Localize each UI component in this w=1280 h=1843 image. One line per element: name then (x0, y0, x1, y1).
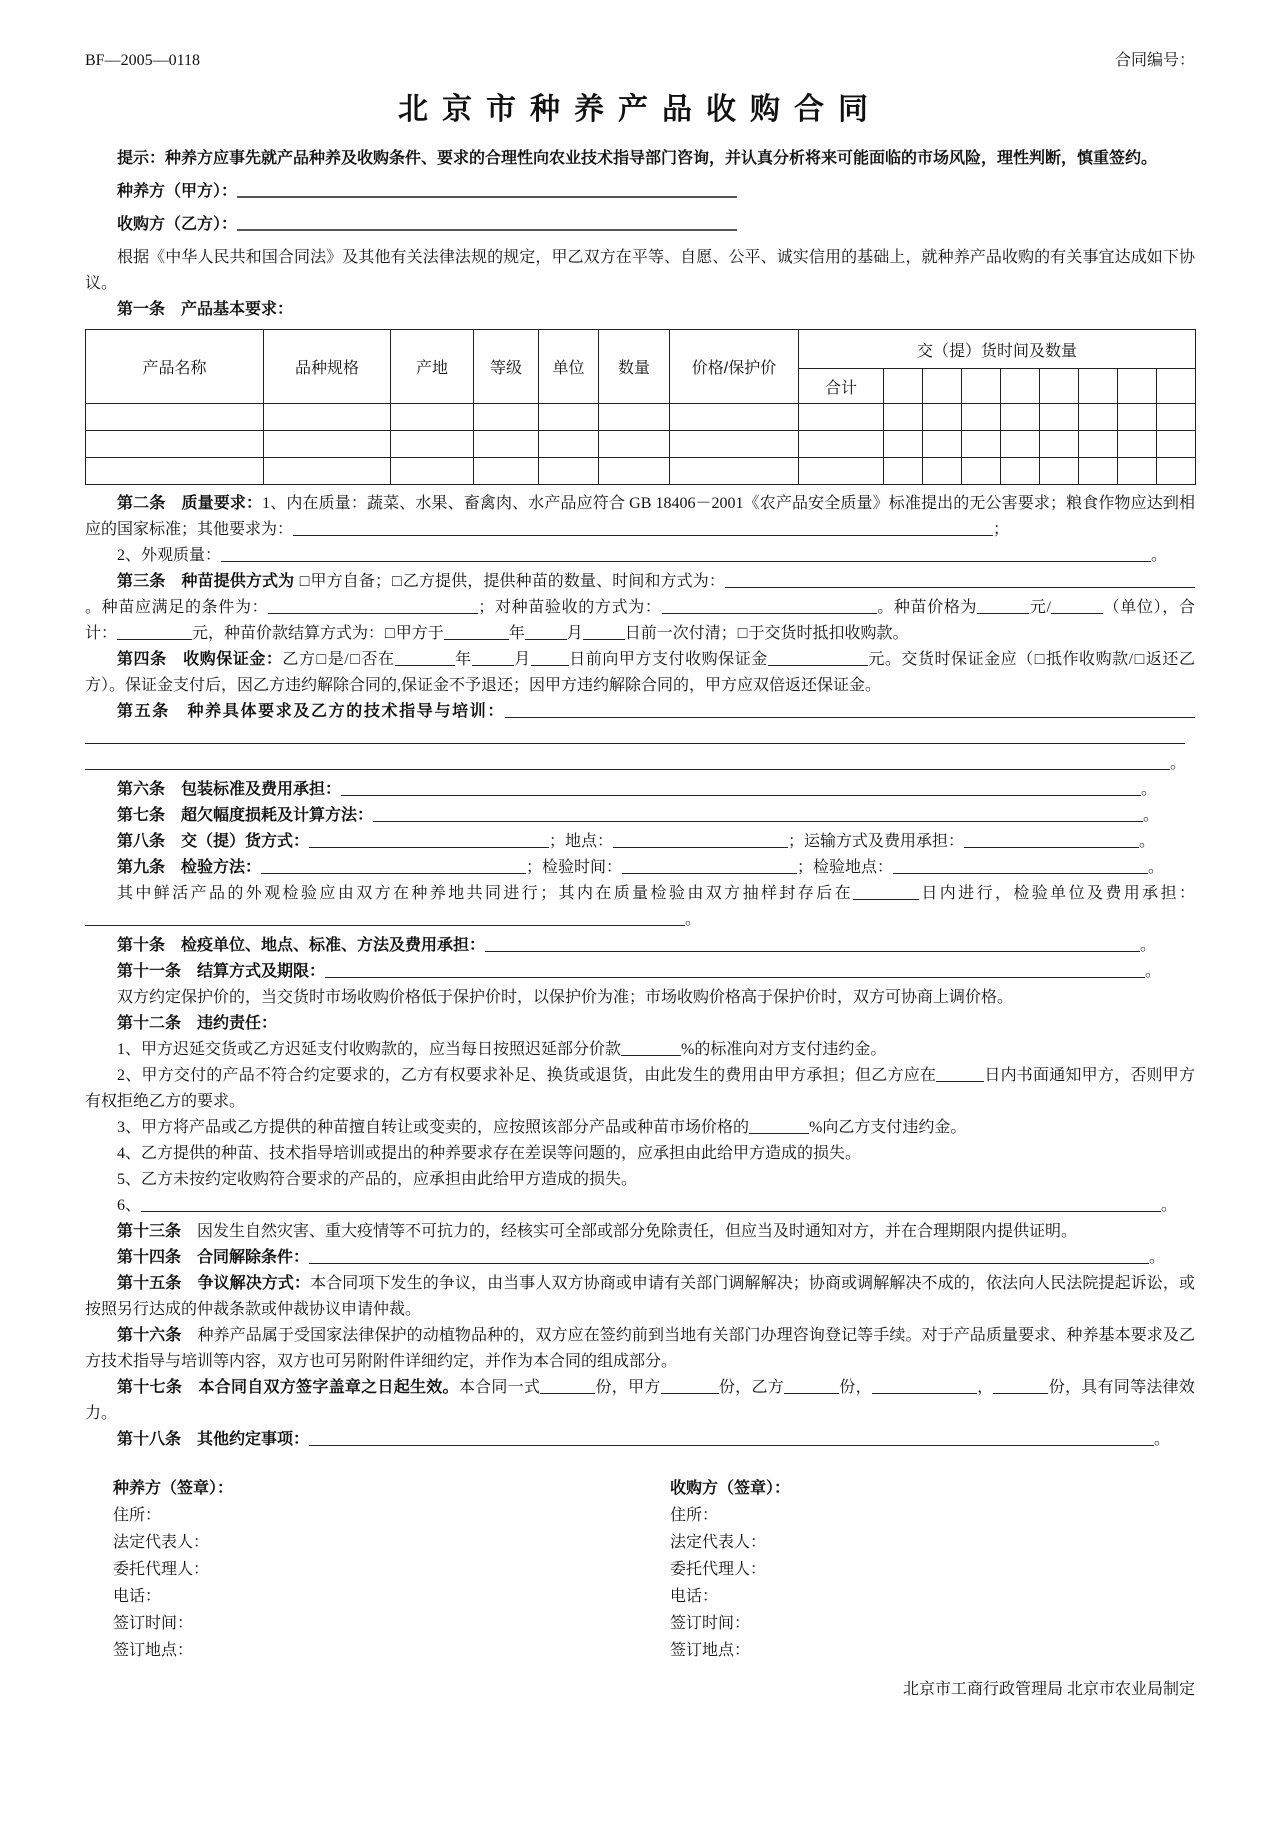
table-cell[interactable] (391, 458, 474, 485)
signature-field-label: 签订地点： (113, 1642, 194, 1659)
table-cell[interactable] (1118, 431, 1157, 458)
text-run: 元/ (1029, 599, 1051, 616)
delivery-subcolumn-cell[interactable] (1118, 369, 1157, 404)
blank-field[interactable] (141, 1196, 1161, 1212)
clause-12-item-6 (85, 1193, 1195, 1219)
text-run: 1、内在质量：蔬菜、水果、畜禽肉、水产品应符合 GB 18406－2001《农产品安全质量》标准提出的无公害要求；粮食作物应达到相应的国家标准；其他要求为： (85, 495, 1195, 538)
blank-field[interactable] (293, 520, 993, 536)
table-header-cell: 价格/保护价 (670, 330, 799, 404)
table-cell[interactable] (599, 404, 670, 431)
table-cell[interactable] (599, 458, 670, 485)
blank-field[interactable] (395, 650, 455, 666)
table-cell[interactable] (1079, 431, 1118, 458)
blank-field[interactable] (936, 1066, 984, 1082)
text-run: 双方约定保护价的，当交货时市场收购价格低于保护价时，以保护价为准；市场收购价格高于保护价时，双方可协商上调价格。 (117, 989, 1014, 1006)
text-run: 否在 (361, 651, 395, 668)
text-run: ；地点： (549, 833, 614, 850)
table-cell[interactable] (1001, 458, 1040, 485)
blank-field[interactable] (853, 884, 919, 900)
table-cell[interactable] (799, 404, 884, 431)
signature-field-label: 委托代理人： (670, 1561, 767, 1578)
clause-5 (85, 699, 1195, 777)
text-run: 月 (566, 625, 583, 642)
clause-10 (85, 933, 1195, 959)
text-run: 因发生自然灾害、重大疫情等不可抗力的，经核实可全部或部分免除责任，但应当及时通知对方，并在合理期限内提供证明。 (181, 1223, 1078, 1240)
table-cell[interactable] (1079, 458, 1118, 485)
clause-4 (85, 647, 1195, 699)
clause-title: 第十一条 结算方式及期限： (117, 963, 326, 980)
contract-number-label: 合同编号： (1114, 52, 1195, 69)
clause-title: 第八条 交（提）货方式： (117, 833, 310, 850)
table-cell[interactable] (962, 458, 1001, 485)
text-run: ； (993, 521, 1010, 538)
table-cell[interactable] (1040, 404, 1079, 431)
signature-column-right (640, 1475, 1195, 1664)
clause-2 (85, 491, 1195, 543)
text-run: ；检验时间： (526, 859, 623, 876)
signature-field-label: 签订地点： (670, 1642, 751, 1659)
table-header-cell: 单位 (539, 330, 599, 404)
clause-9 (85, 855, 1195, 881)
clause-title: 第三条 种苗提供方式为 (117, 573, 299, 590)
delivery-subcolumn-cell[interactable] (1001, 369, 1040, 404)
text-run: 元，种苗价款结算方式为： (192, 625, 385, 642)
checkbox[interactable]: □ (737, 625, 748, 642)
table-cell[interactable] (86, 404, 264, 431)
blank-field[interactable] (661, 1378, 719, 1394)
clause-3 (85, 569, 1195, 647)
table-cell[interactable] (884, 458, 923, 485)
blank-field[interactable] (85, 728, 1185, 744)
text-run: 。 (1170, 755, 1187, 772)
blank-field[interactable] (768, 650, 868, 666)
table-cell[interactable] (923, 458, 962, 485)
blank-field[interactable] (749, 1118, 809, 1134)
clause-title: 第七条 超欠幅度损耗及计算方法： (117, 807, 374, 824)
table-cell[interactable] (1040, 431, 1079, 458)
blank-field[interactable] (85, 754, 1170, 770)
clause-17 (85, 1375, 1195, 1427)
text-run: 1、甲方迟延交货或乙方迟延支付收购款的，应当每日按照迟延部分价款 (117, 1041, 622, 1058)
party-b-line (85, 212, 1195, 238)
checkbox[interactable]: □ (316, 651, 327, 668)
blank-field[interactable] (662, 598, 877, 614)
text-run: 乙方提供，提供种苗的数量、时间和方式为： (402, 573, 725, 590)
text-run: 。 (685, 911, 702, 928)
blank-field[interactable] (485, 936, 1140, 952)
form-code: BF—2005—0118 (85, 52, 200, 69)
clause-title: 提示：种养方应事先就产品种养及收购条件、要求的合理性向农业技术指导部门咨询，并认真分析将来可能面临的市场风险，理性判断，慎重签约。 (117, 150, 1158, 167)
checkbox[interactable]: □ (1034, 651, 1045, 668)
table-cell[interactable] (670, 431, 799, 458)
signature-field-label: 法定代表人： (113, 1534, 210, 1551)
products-table (85, 329, 1196, 485)
clause-title: 第十五条 争议解决方式： (117, 1275, 311, 1292)
clause-title: 第四条 收购保证金： (117, 651, 283, 668)
blank-field[interactable] (309, 832, 549, 848)
table-cell[interactable] (1079, 404, 1118, 431)
text-run: 份，甲方 (595, 1379, 661, 1396)
blank-field[interactable] (237, 181, 737, 198)
clause-12-item-5 (85, 1167, 1195, 1193)
table-cell[interactable] (884, 431, 923, 458)
table-header-cell: 数量 (599, 330, 670, 404)
text-run: 5、乙方未按约定收购符合要求的产品的，应承担由此给甲方造成的损失。 (117, 1171, 638, 1188)
text-run: 日内进行，检验单位及费用承担： (918, 885, 1195, 902)
contract-body (85, 146, 1195, 1453)
text-run: 6、 (117, 1197, 142, 1214)
checkbox[interactable]: □ (299, 573, 310, 590)
clause-title: 第十六条 (117, 1327, 182, 1344)
clause-1-heading (85, 297, 1195, 323)
clause-2-appearance (85, 543, 1195, 569)
text-run: 日前向甲方支付收购保证金 (568, 651, 768, 668)
text-run: 乙方 (282, 651, 316, 668)
text-run: 甲方自备； (310, 573, 391, 590)
text-run: %的标准向对方支付违约金。 (681, 1041, 887, 1058)
text-run: 月 (513, 651, 531, 668)
clause-title: 第六条 包装标准及费用承担： (117, 781, 342, 798)
text-run: ；检验地点： (797, 859, 894, 876)
blank-field[interactable] (525, 624, 567, 640)
text-run: ；运输方式及费用承担： (788, 833, 965, 850)
blank-field[interactable] (784, 1378, 839, 1394)
text-run: 份，乙方 (718, 1379, 785, 1396)
text-run: 返还乙方）。保证金支付后，因乙方违约解除合同的,保证金不予退还；因甲方违约解除合同的，甲方应双倍返还保证金。 (85, 651, 1195, 694)
blank-field[interactable] (621, 1040, 681, 1056)
blank-field[interactable] (613, 832, 788, 848)
text-run: %向乙方支付违约金。 (809, 1119, 967, 1136)
text-run: 元。交货时保证金应（ (867, 651, 1034, 668)
clause-title: 第十四条 合同解除条件： (117, 1249, 310, 1266)
text-run: ；对种苗验收的方式为： (478, 599, 662, 616)
blank-field[interactable] (117, 624, 192, 640)
clause-12-item-1 (85, 1037, 1195, 1063)
signature-column-left (85, 1475, 640, 1664)
text-run: 日前一次付清； (624, 625, 737, 642)
blank-field[interactable] (341, 780, 1141, 796)
text-run: 。 (1139, 833, 1156, 850)
text-run: 。 (1148, 859, 1165, 876)
text-run: 日内书面通知甲方，否则甲方有权拒绝乙方的要求。 (85, 1067, 1195, 1110)
table-cell[interactable] (1157, 431, 1196, 458)
table-cell[interactable] (1157, 404, 1196, 431)
table-cell[interactable] (923, 404, 962, 431)
text-run: 。 (1140, 937, 1157, 954)
table-cell[interactable] (391, 404, 474, 431)
text-run: 甲方于 (395, 625, 444, 642)
table-cell[interactable] (1001, 431, 1040, 458)
signature-field-label: 住所： (113, 1507, 162, 1524)
text-run: 年 (454, 651, 472, 668)
checkbox[interactable]: □ (391, 573, 402, 590)
text-run: 。 (1143, 807, 1160, 824)
signature-field-label: 委托代理人： (113, 1561, 210, 1578)
blank-field[interactable] (964, 832, 1139, 848)
table-header-cell: 等级 (474, 330, 539, 404)
text-run: 本合同一式 (458, 1379, 541, 1396)
delivery-subcolumn-cell[interactable] (884, 369, 923, 404)
table-cell[interactable] (670, 458, 799, 485)
table-cell[interactable] (599, 431, 670, 458)
blank-field[interactable] (725, 572, 1195, 588)
clause-14 (85, 1245, 1195, 1271)
table-cell[interactable] (799, 458, 884, 485)
text-run: 2、外观质量： (117, 547, 222, 564)
blank-field[interactable] (472, 650, 514, 666)
delivery-subcolumn-cell[interactable] (1157, 369, 1196, 404)
delivery-subcolumn-cell[interactable] (962, 369, 1001, 404)
clause-13 (85, 1219, 1195, 1245)
delivery-subcolumn-cell[interactable] (923, 369, 962, 404)
table-cell[interactable] (1040, 458, 1079, 485)
table-cell[interactable] (391, 431, 474, 458)
table-cell[interactable] (264, 404, 391, 431)
signature-field-label: 收购方（签章）： (670, 1480, 791, 1497)
text-run: 抵作收购款/ (1045, 651, 1134, 668)
signature-field-label: 签订时间： (670, 1615, 751, 1632)
table-header-cell: 产品名称 (86, 330, 264, 404)
table-cell[interactable] (1118, 458, 1157, 485)
table-header-cell: 产地 (391, 330, 474, 404)
table-cell[interactable] (474, 431, 539, 458)
table-cell[interactable] (474, 458, 539, 485)
text-run: 。 (1151, 547, 1168, 564)
clause-title: 第十八条 其他约定事项： (117, 1431, 310, 1448)
blank-field[interactable] (993, 1378, 1048, 1394)
text-run: 年 (508, 625, 525, 642)
text-run: 份，具有同等法律效力。 (85, 1379, 1195, 1422)
blank-field[interactable] (872, 1378, 977, 1394)
clause-11 (85, 959, 1195, 985)
clause-title: 第十七条 本合同自双方签字盖章之日起生效。 (117, 1379, 459, 1396)
signature-section (85, 1475, 1195, 1664)
text-run: 。 (1141, 781, 1158, 798)
table-cell[interactable] (962, 431, 1001, 458)
blank-field[interactable] (373, 806, 1143, 822)
blank-field[interactable] (583, 624, 625, 640)
text-run: 是/ (327, 651, 349, 668)
delivery-header-cell: 交（提）货时间及数量 (799, 330, 1196, 369)
clause-11-note (85, 985, 1195, 1011)
blank-field[interactable] (893, 858, 1148, 874)
delivery-subcolumn-cell[interactable] (1079, 369, 1118, 404)
blank-field[interactable] (531, 650, 569, 666)
signature-field-label: 法定代表人： (670, 1534, 767, 1551)
blank-field[interactable] (622, 858, 797, 874)
blank-field[interactable] (977, 598, 1029, 614)
clause-12-item-4 (85, 1141, 1195, 1167)
clause-12-heading (85, 1011, 1195, 1037)
table-cell[interactable] (264, 458, 391, 485)
clause-15 (85, 1271, 1195, 1323)
text-run: 本合同项下发生的争议，由当事人双方协商或申请有关部门调解解决；协商或调解解决不成的，依法向人民法院提起诉讼，或按照另行达成的仲裁条款或仲裁协议申请仲裁。 (85, 1275, 1195, 1318)
clause-12-item-3 (85, 1115, 1195, 1141)
text-run: 。种苗应满足的条件为： (85, 599, 269, 616)
page-title: 北京市种养产品收购合同 (398, 93, 882, 126)
clause-title: 第五条 种养具体要求及乙方的技术指导与培训： (117, 703, 505, 720)
blank-field[interactable] (309, 1430, 1154, 1446)
text-run: 份， (839, 1379, 872, 1396)
table-header-cell: 品种规格 (264, 330, 391, 404)
clause-title: 第九条 检验方法： (117, 859, 262, 876)
blank-field[interactable] (444, 624, 509, 640)
table-cell[interactable] (884, 404, 923, 431)
clause-title: 种养方（甲方）： (117, 183, 238, 200)
text-run: 根据《中华人民共和国合同法》及其他有关法律法规的规定，甲乙双方在平等、自愿、公平、诚实信用的基础上，就种养产品收购的有关事宜达成如下协议。 (85, 249, 1195, 292)
text-run: 于交货时抵扣收购款。 (748, 625, 909, 642)
table-row (86, 431, 1196, 458)
blank-field[interactable] (85, 910, 685, 926)
blank-field[interactable] (309, 1248, 1149, 1264)
checkbox[interactable]: □ (1134, 651, 1145, 668)
blank-field[interactable] (1051, 598, 1103, 614)
table-cell[interactable] (86, 458, 264, 485)
blank-field[interactable] (505, 702, 1195, 718)
table-cell[interactable] (799, 431, 884, 458)
blank-field[interactable] (268, 598, 478, 614)
text-run: 2、甲方交付的产品不符合约定要求的，乙方有权要求补足、换货或退货，由此发生的费用由甲方承担；但乙方应在 (117, 1067, 937, 1084)
clause-6 (85, 777, 1195, 803)
table-cell[interactable] (1157, 458, 1196, 485)
table-cell[interactable] (86, 431, 264, 458)
table-row (86, 458, 1196, 485)
delivery-subcolumn-cell[interactable] (1040, 369, 1079, 404)
text-run: 。 (1154, 1431, 1171, 1448)
table-cell[interactable] (1118, 404, 1157, 431)
table-cell[interactable] (539, 431, 599, 458)
text-run: 3、甲方将产品或乙方提供的种苗擅自转让或变卖的，应按照该部分产品或种苗市场价格的 (117, 1119, 750, 1136)
text-run: 。 (1149, 1249, 1166, 1266)
text-run: 其中鲜活产品的外观检验应由双方在种养地共同进行；其内在质量检验由双方抽样封存后在 (117, 885, 853, 902)
clause-9-note (85, 881, 1195, 933)
clause-title: 第十条 检疫单位、地点、标准、方法及费用承担： (117, 937, 486, 954)
clause-12-item-2 (85, 1063, 1195, 1115)
text-run: 。 (1145, 963, 1162, 980)
text-run: 种养产品属于受国家法律保护的动植物品种的，双方应在签约前到当地有关部门办理咨询登记等手续。对于产品质量要求、种养基本要求及乙方技术指导与培训等内容，双方也可另附附件详细约定，并作为本合同的组成部分。 (85, 1327, 1195, 1370)
party-a-line (85, 179, 1195, 205)
signature-field-label: 签订时间： (113, 1615, 194, 1632)
blank-field[interactable] (261, 858, 526, 874)
text-run: 4、乙方提供的种苗、技术指导培训或提出的种养要求存在差误等问题的，应承担由此给甲方造成的损失。 (117, 1145, 862, 1162)
checkbox[interactable]: □ (385, 625, 395, 642)
signature-field-label: 电话： (113, 1588, 162, 1605)
table-cell[interactable] (923, 431, 962, 458)
notice-paragraph (85, 146, 1195, 172)
table-row (86, 404, 1196, 431)
table-cell[interactable] (539, 458, 599, 485)
preamble (85, 245, 1195, 297)
blank-field[interactable] (325, 962, 1145, 978)
table-cell[interactable] (539, 404, 599, 431)
text-run: ， (976, 1379, 994, 1396)
signature-field-label: 电话： (670, 1588, 719, 1605)
clause-16 (85, 1323, 1195, 1375)
signature-field-label: 住所： (670, 1507, 719, 1524)
table-cell[interactable] (474, 404, 539, 431)
blank-field[interactable] (221, 546, 1151, 562)
text-run: 。种苗价格为 (876, 599, 978, 616)
total-header-cell: 合计 (799, 369, 884, 404)
clause-18 (85, 1427, 1195, 1453)
table-cell[interactable] (962, 404, 1001, 431)
footer-credit: 北京市工商行政管理局 北京市农业局制定 (902, 1681, 1195, 1698)
signature-field-label: 种养方（签章）： (113, 1480, 234, 1497)
table-cell[interactable] (670, 404, 799, 431)
text-run: 。 (1161, 1197, 1178, 1214)
clause-8 (85, 829, 1195, 855)
text-run: （单位），合计： (85, 599, 1195, 642)
clause-7 (85, 803, 1195, 829)
clause-title: 第十二条 违约责任： (117, 1015, 278, 1032)
table-cell[interactable] (264, 431, 391, 458)
clause-title: 第一条 产品基本要求： (117, 301, 294, 318)
clause-title: 第十三条 (117, 1223, 182, 1240)
checkbox[interactable]: □ (349, 651, 361, 668)
table-cell[interactable] (1001, 404, 1040, 431)
clause-title: 收购方（乙方）： (117, 216, 238, 233)
clause-title: 第二条 质量要求： (117, 495, 263, 512)
document-topline (85, 50, 1195, 72)
blank-field[interactable] (540, 1378, 595, 1394)
blank-field[interactable] (237, 214, 737, 231)
